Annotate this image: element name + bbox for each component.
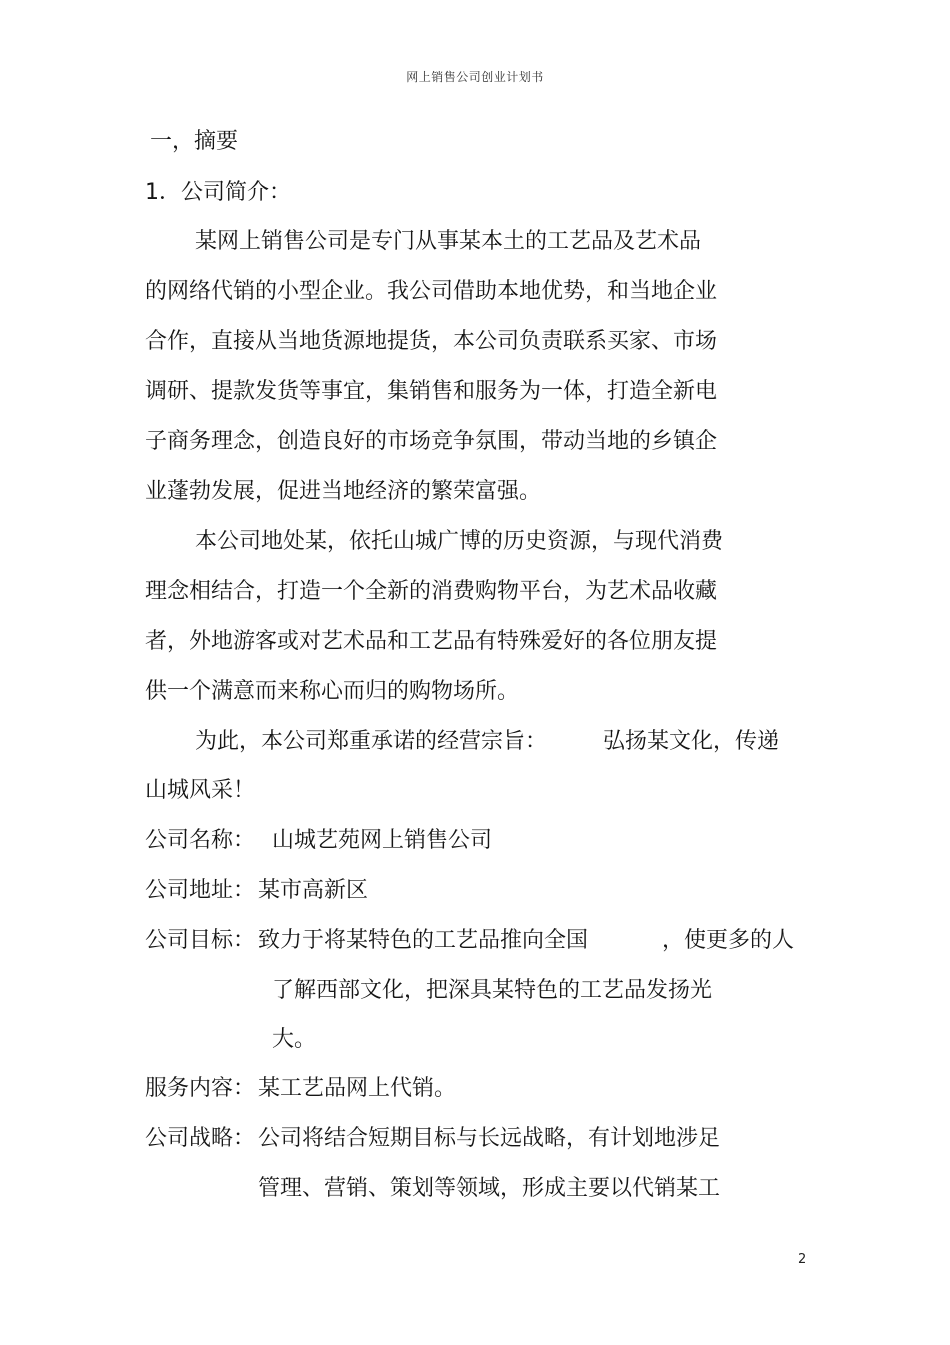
paragraph-line: 为此，本公司郑重承诺的经营宗旨： [195, 729, 548, 754]
page-number: 2 [798, 1252, 807, 1267]
field-value-service: 某工艺品网上代销。 [258, 1076, 457, 1101]
paragraph-line: 者，外地游客或对艺术品和工艺品有特殊爱好的各位朋友提 [145, 629, 718, 654]
field-value-company-goal: 致力于将某特色的工艺品推向全国 [258, 928, 589, 953]
field-value-company-address: 某市高新区 [258, 878, 369, 903]
field-value-strategy: 管理、营销、策划等领域，形成主要以代销某工 [258, 1176, 721, 1201]
paragraph-line: 本公司地处某，依托山城广博的历史资源，与现代消费 [195, 529, 724, 554]
paragraph-line: 某网上销售公司是专门从事某本土的工艺品及艺术品 [195, 229, 702, 254]
field-value-strategy: 公司将结合短期目标与长远战略，有计划地涉足 [258, 1126, 721, 1151]
paragraph-line: 合作，直接从当地货源地提货，本公司负责联系买家、市场 [145, 329, 718, 354]
section-subheading: 1．公司简介： [145, 180, 291, 205]
page-header-title: 网上销售公司创业计划书 [406, 70, 544, 84]
section-heading: 一，摘要 [150, 129, 239, 154]
field-value-company-goal: 了解西部文化，把深具某特色的工艺品发扬光 [272, 978, 713, 1003]
paragraph-line: 弘扬某文化，传递 [603, 729, 780, 754]
field-label-strategy: 公司战略： [145, 1126, 256, 1151]
paragraph-line: 供一个满意而来称心而归的购物场所。 [145, 679, 520, 704]
paragraph-line: 调研、提款发货等事宜，集销售和服务为一体，打造全新电 [145, 379, 718, 404]
field-value-company-name: 山城艺苑网上销售公司 [272, 828, 493, 853]
paragraph-line: 山城风采！ [145, 778, 256, 803]
field-label-company-goal: 公司目标： [145, 928, 256, 953]
field-label-company-address: 公司地址： [145, 878, 256, 903]
paragraph-line: 的网络代销的小型企业。我公司借助本地优势，和当地企业 [145, 279, 718, 304]
field-label-service: 服务内容： [145, 1076, 256, 1101]
paragraph-line: 理念相结合，打造一个全新的消费购物平台，为艺术品收藏 [145, 579, 718, 604]
paragraph-line: 子商务理念，创造良好的市场竞争氛围，带动当地的乡镇企 [145, 429, 718, 454]
field-value-company-goal: 大。 [272, 1027, 317, 1052]
paragraph-line: 业蓬勃发展，促进当地经济的繁荣富强。 [145, 479, 542, 504]
field-label-company-name: 公司名称： [145, 828, 256, 853]
field-value-company-goal: ，使更多的人 [662, 928, 795, 953]
